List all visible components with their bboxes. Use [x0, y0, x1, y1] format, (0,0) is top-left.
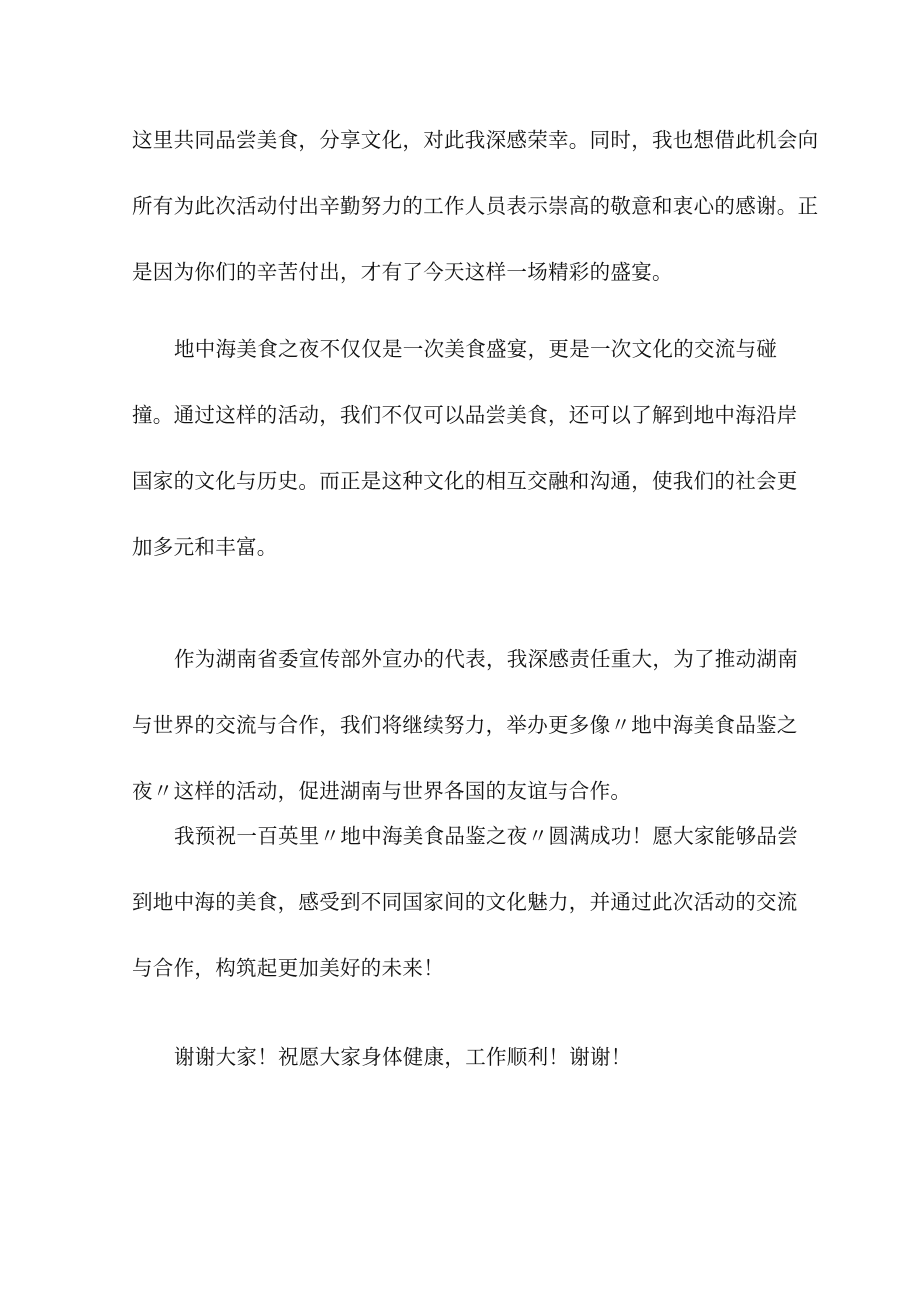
paragraph-5-line-1: 谢谢大家！祝愿大家身体健康，工作顺利！谢谢！ [174, 1045, 632, 1069]
paragraph-2-line-2: 撞。通过这样的活动，我们不仅可以品尝美食，还可以了解到地中海沿岸 [132, 403, 798, 427]
paragraph-1-line-3: 是因为你们的辛苦付出，才有了今天这样一场精彩的盛宴。 [132, 260, 673, 284]
paragraph-3-line-1: 作为湖南省委宣传部外宣办的代表，我深感责任重大，为了推动湖南 [174, 647, 798, 671]
paragraph-3-line-2: 与世界的交流与合作，我们将继续努力，举办更多像〃地中海美食品鉴之 [132, 713, 798, 737]
paragraph-2-line-3: 国家的文化与历史。而正是这种文化的相互交融和沟通，使我们的社会更 [132, 469, 798, 493]
paragraph-2 [132, 316, 797, 580]
paragraph-3 [132, 626, 797, 824]
paragraph-4-line-1: 我预祝一百英里〃地中海美食品鉴之夜〃圆满成功！愿大家能够品尝 [174, 824, 798, 848]
paragraph-5 [132, 1024, 797, 1090]
paragraph-4 [132, 803, 797, 1001]
paragraph-4-line-3: 与合作，构筑起更加美好的未来！ [132, 956, 444, 980]
paragraph-1-line-2: 所有为此次活动付出辛勤努力的工作人员表示崇高的敬意和衷心的感谢。正 [132, 194, 819, 218]
paragraph-4-line-2: 到地中海的美食，感受到不同国家间的文化魅力，并通过此次活动的交流 [132, 890, 798, 914]
paragraph-1 [132, 107, 819, 305]
paragraph-2-line-1: 地中海美食之夜不仅仅是一次美食盛宴，更是一次文化的交流与碰 [174, 337, 778, 361]
paragraph-1-line-1: 这里共同品尝美食，分享文化，对此我深感荣幸。同时，我也想借此机会向 [132, 128, 819, 152]
paragraph-3-line-3: 夜〃这样的活动，促进湖南与世界各国的友谊与合作。 [132, 779, 632, 803]
paragraph-2-line-4: 加多元和丰富。 [132, 535, 278, 559]
